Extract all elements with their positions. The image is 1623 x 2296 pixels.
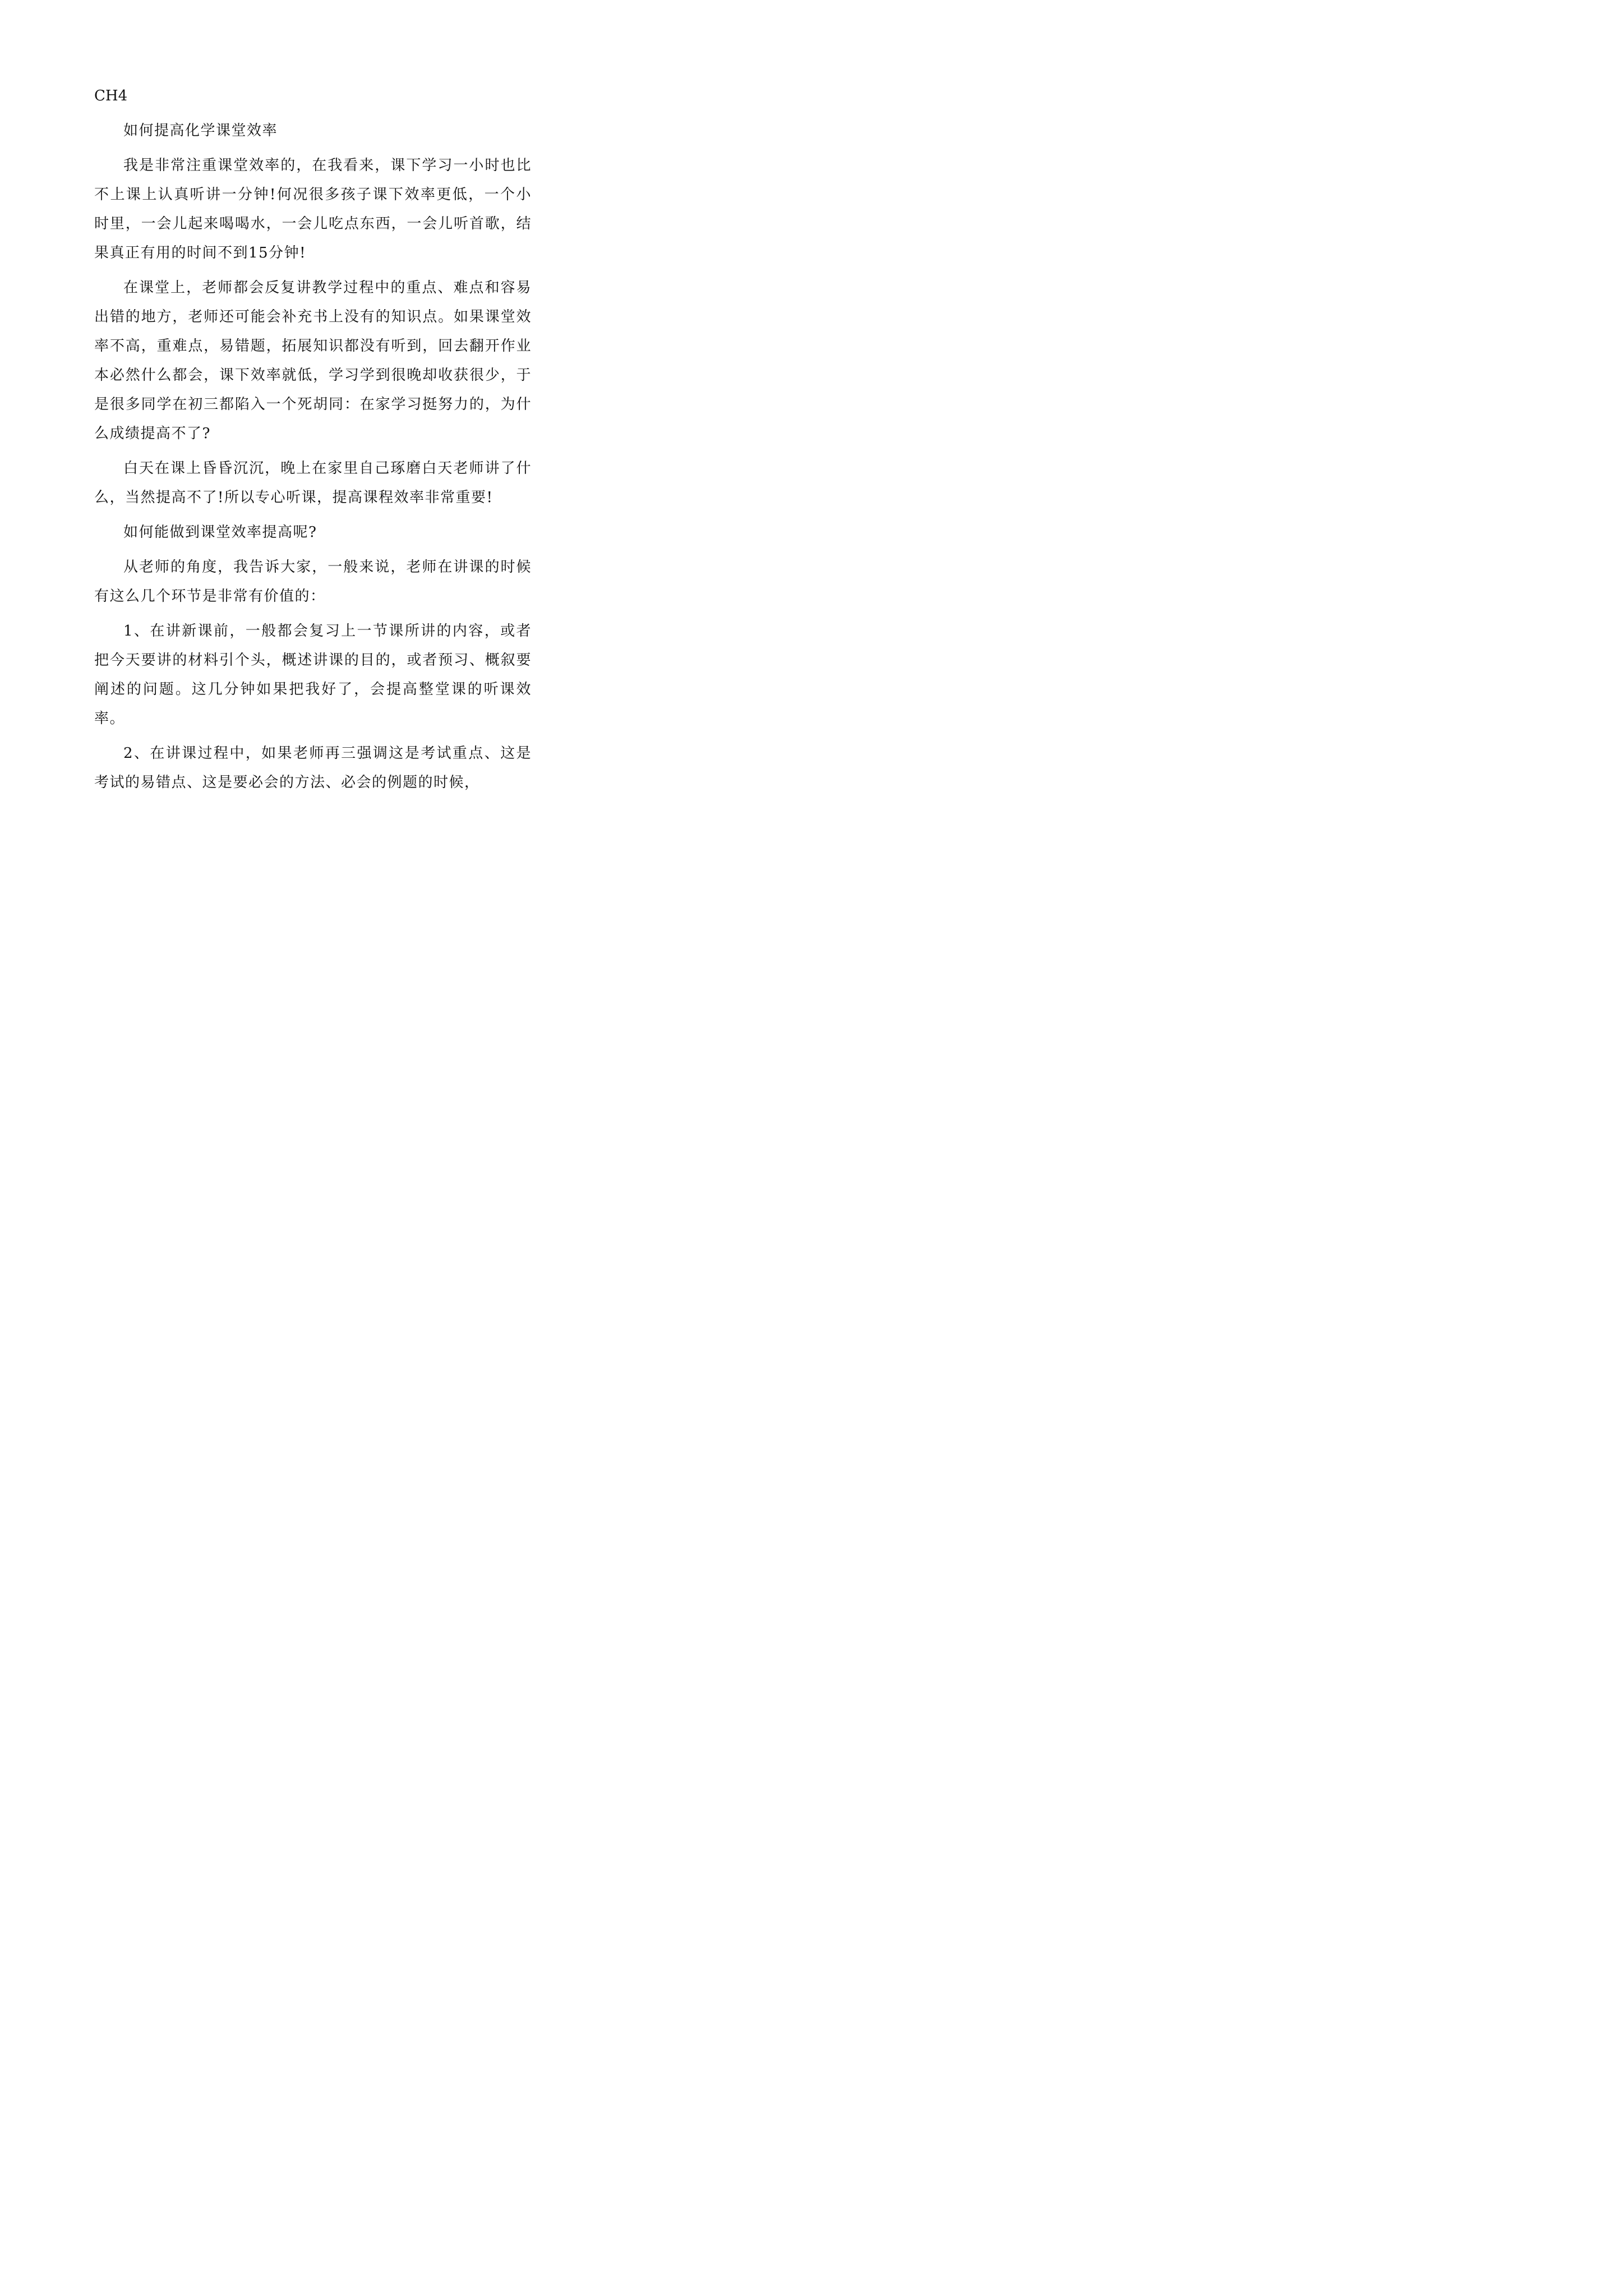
document-title: 如何提高化学课堂效率: [123, 122, 278, 139]
document-page: [0, 0, 617, 873]
paragraph-point-1: 1、在讲新课前，一般都会复习上一节课所讲的内容，或者把今天要讲的材料引个头，概述讲课的目的，或者预习、概叙要阐述的问题。这几分钟如果把我好了，会提高整堂课的听课效率。: [94, 623, 532, 727]
paragraph-point-2: 2、在讲课过程中，如果老师再三强调这是考试重点、这是考试的易错点、这是要必会的方法、必会的例题的时候，: [94, 745, 532, 791]
paragraph-teacher-view: 从老师的角度，我告诉大家，一般来说，老师在讲课的时候有这么几个环节是非常有价值的：: [94, 559, 532, 605]
paragraph-daytime: 白天在课上昏昏沉沉，晚上在家里自己琢磨白天老师讲了什么，当然提高不了!所以专心听课，提高课程效率非常重要!: [94, 460, 532, 506]
paragraph-classroom: 在课堂上，老师都会反复讲教学过程中的重点、难点和容易出错的地方，老师还可能会补充书上没有的知识点。如果课堂效率不高，重难点，易错题，拓展知识都没有听到，回去翻开作业本必然什么都会，课下效率就低，学习学到很晚却收获很少，于是很多同学在初三都陷入一个死胡同：在家学习挺努力的，为什么成绩提高不了?: [94, 279, 532, 442]
paragraph-question: 如何能做到课堂效率提高呢?: [123, 524, 317, 541]
document-body: [94, 81, 532, 803]
paragraph-intro: 我是非常注重课堂效率的，在我看来，课下学习一小时也比不上课上认真听讲一分钟!何况很多孩子课下效率更低，一个小时里，一会儿起来喝喝水，一会儿吃点东西，一会儿听首歌，结果真正有用的时间不到15分钟!: [94, 157, 532, 261]
document-code: CH4: [94, 88, 128, 104]
